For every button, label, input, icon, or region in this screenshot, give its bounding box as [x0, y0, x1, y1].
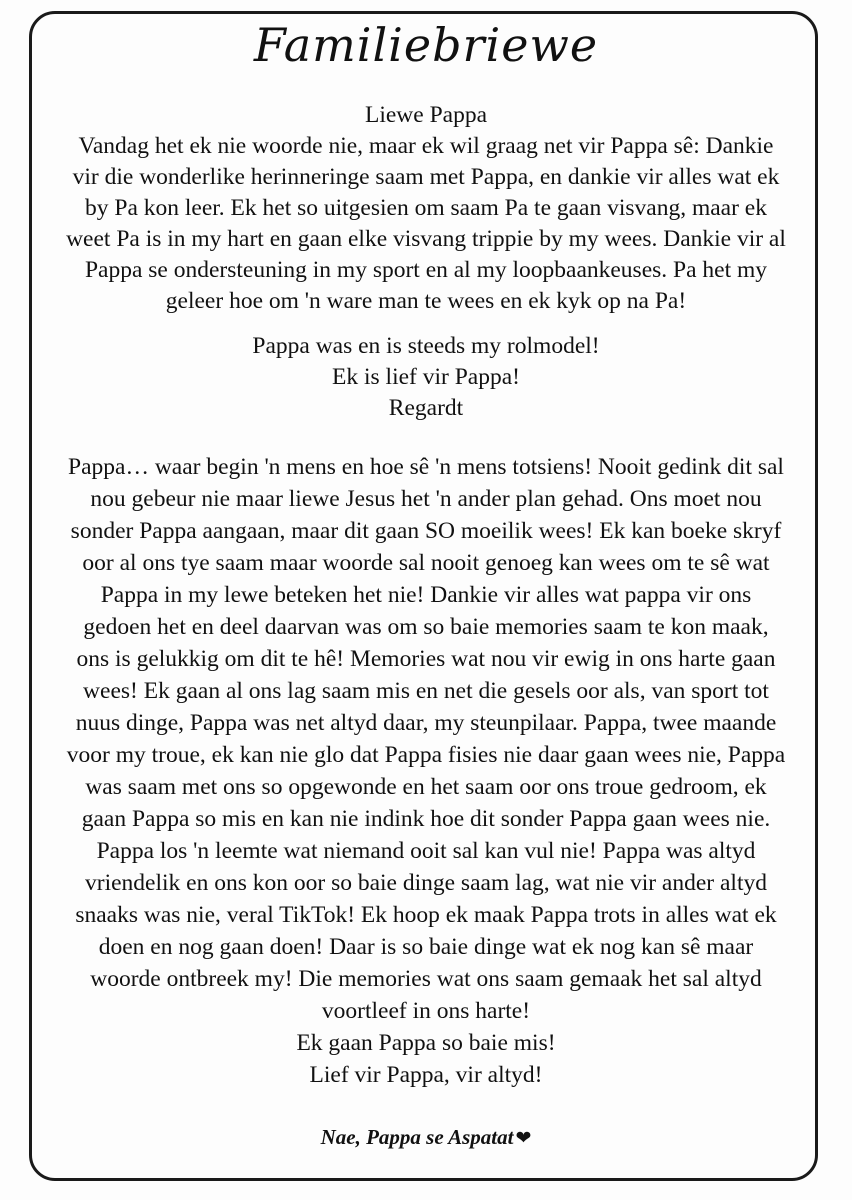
letter1-line: vir die wonderlike herinneringe saam met Pappa, en dankie vir alles wat ek	[72, 164, 780, 190]
letter2-line: ons is gelukkig om dit te hê! Memories wat nou vir ewig in ons harte gaan	[76, 646, 776, 672]
letter2-line: oor al ons tye saam maar woorde sal nooit genoeg kan wees om te sê wat	[82, 550, 770, 576]
letter2-line: nou gebeur nie maar liewe Jesus het 'n ander plan gehad. Ons moet nou	[90, 486, 762, 512]
letter2-line: Ek gaan Pappa so baie mis!	[296, 1030, 556, 1056]
heart-icon: ❤	[515, 1128, 532, 1149]
letter2-line: nuus dinge, Pappa was net altyd daar, my steunpilaar. Pappa, twee maande	[75, 710, 777, 736]
letter1-line: geleer hoe om 'n ware man te wees en ek kyk op na Pa!	[165, 288, 687, 314]
letter2-line: doen en nog gaan doen! Daar is so baie dinge wat ek nog kan sê maar	[98, 934, 754, 960]
letter1-line: Pappa was en is steeds my rolmodel!	[252, 333, 600, 359]
letter2-line: was saam met ons so opgewonde en het saam oor ons troue gedroom, ek	[85, 774, 767, 800]
letter2-line: Pappa los 'n leemte wat niemand ooit sal kan vul nie! Pappa was altyd	[96, 838, 756, 864]
signature-text: Nae, Pappa se Aspatat	[320, 1125, 514, 1149]
letter2-line: Pappa in my lewe beteken het nie! Dankie vir alles wat pappa vir ons	[100, 582, 752, 608]
letter1-line: Ek is lief vir Pappa!	[332, 364, 520, 390]
letter1-line: Pappa se ondersteuning in my sport en al my loopbaankeuses. Pa het my	[84, 257, 768, 283]
letter2-line: snaaks was nie, veral TikTok! Ek hoop ek maak Pappa trots in alles wat ek	[75, 902, 777, 928]
letter2-line: vriendelik en ons kon oor so baie dinge saam lag, wat nie vir ander altyd	[85, 870, 767, 896]
letter1-line: by Pa kon leer. Ek het so uitgesien om saam Pa te gaan visvang, maar ek	[85, 195, 767, 221]
letter2-line: voortleef in ons harte!	[321, 998, 531, 1024]
letter2-line: woorde ontbreek my! Die memories wat ons saam gemaak het sal altyd	[90, 966, 762, 992]
letter2-line: sonder Pappa aangaan, maar dit gaan SO moeilik wees! Ek kan boeke skryf	[70, 518, 782, 544]
letter1-line: weet Pa is in my hart en gaan elke visvang trippie by my wees. Dankie vir al	[66, 226, 786, 252]
page-title: Familiebriewe	[253, 18, 599, 72]
letter2-line: Pappa… waar begin 'n mens en hoe sê 'n mens totsiens! Nooit gedink dit sal	[68, 454, 784, 480]
letter2-signature	[0, 1123, 852, 1153]
letter2-line: gedoen het en deel daarvan was om so baie memories saam te kon maak,	[83, 614, 769, 640]
letter1-signature: Regardt	[388, 395, 464, 421]
letter2-line: gaan Pappa so mis en kan nie indink hoe dit sonder Pappa gaan wees nie.	[81, 806, 771, 832]
letter2-line: wees! Ek gaan al ons lag saam mis en net die gesels oor als, van sport tot	[83, 678, 769, 704]
letter1-line: Liewe Pappa	[364, 102, 488, 128]
letter2-line: voor my troue, ek kan nie glo dat Pappa fisies nie daar gaan wees nie, Pappa	[66, 742, 786, 768]
letter1-line: Vandag het ek nie woorde nie, maar ek wil graag net vir Pappa sê: Dankie	[78, 133, 774, 159]
letter2-line: Lief vir Pappa, vir altyd!	[309, 1062, 543, 1088]
